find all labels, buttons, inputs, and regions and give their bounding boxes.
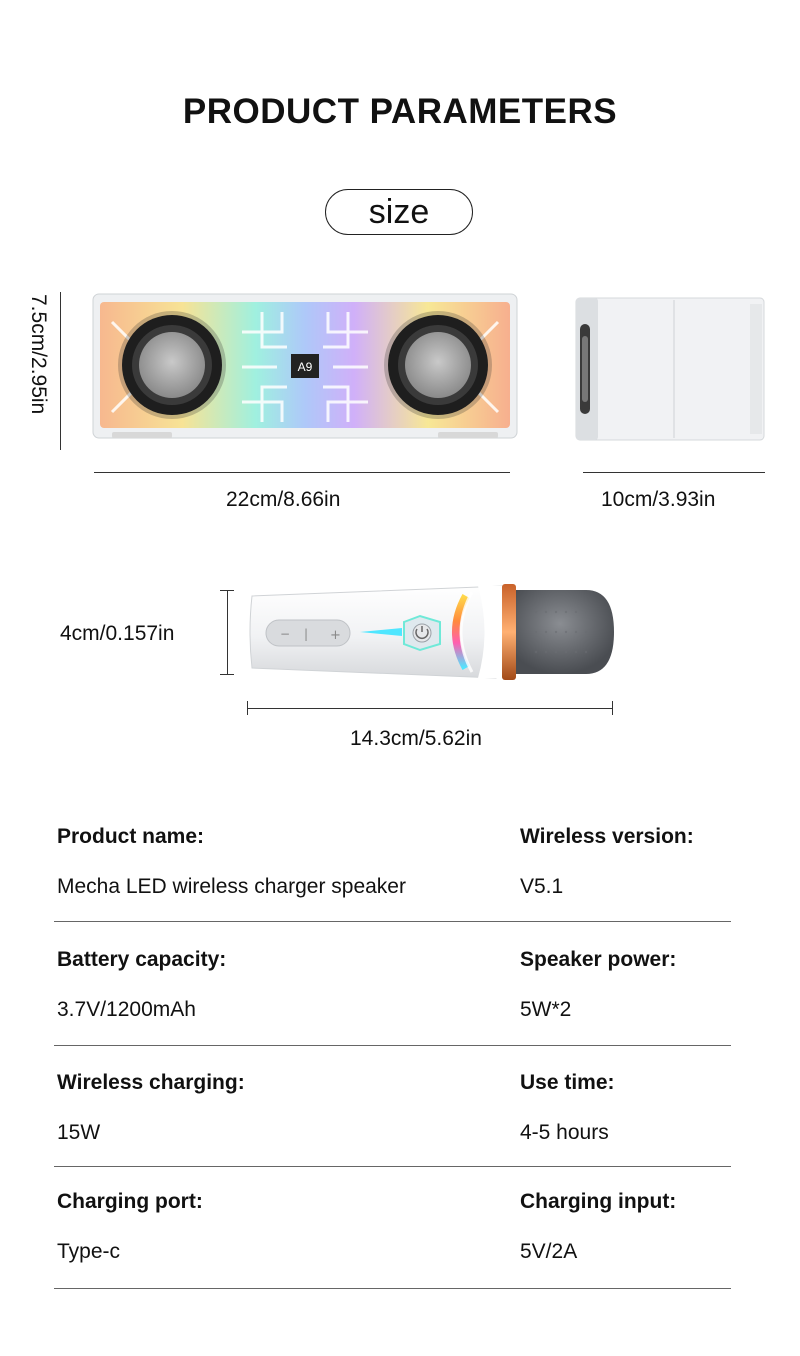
mic-length-label: 14.3cm/5.62in <box>350 727 482 750</box>
mic-length-tick-right <box>612 701 613 715</box>
page-title: PRODUCT PARAMETERS <box>182 92 618 131</box>
spec-wireless-version-value: V5.1 <box>520 875 564 898</box>
spec-use-time-value: 4-5 hours <box>520 1121 609 1144</box>
spec-speaker-power-value: 5W*2 <box>520 998 572 1021</box>
speaker-depth-label: 10cm/3.93in <box>601 488 716 511</box>
spec-divider <box>54 1288 731 1289</box>
speaker-height-line <box>60 292 61 450</box>
mic-length-tick-left <box>247 701 248 715</box>
spec-charging-port-value: Type-c <box>57 1240 121 1263</box>
spec-speaker-power-label: Speaker power: <box>520 948 677 971</box>
spec-charging-input-label: Charging input: <box>520 1190 677 1213</box>
spec-battery-capacity-label: Battery capacity: <box>57 948 227 971</box>
size-section-label: size <box>325 189 473 235</box>
svg-text:+: + <box>330 628 341 643</box>
mic-diameter-tick-bottom <box>220 674 234 675</box>
svg-text:−: − <box>280 627 291 641</box>
spec-product-name-value: Mecha LED wireless charger speaker <box>57 875 406 898</box>
speaker-depth-line <box>583 472 765 473</box>
microphone-image <box>246 582 618 682</box>
spec-wireless-version-label: Wireless version: <box>520 825 694 848</box>
spec-charging-input-value: 5V/2A <box>520 1240 578 1263</box>
speaker-side-image <box>574 296 768 442</box>
spec-divider <box>54 1166 731 1167</box>
mic-diameter-tick-top <box>220 590 234 591</box>
speaker-height-label: 7.5cm/2.95in <box>27 294 50 415</box>
spec-divider <box>54 921 731 922</box>
speaker-width-label: 22cm/8.66in <box>226 488 341 511</box>
speaker-front-image <box>92 292 518 442</box>
spec-use-time-label: Use time: <box>520 1071 615 1094</box>
spec-charging-port-label: Charging port: <box>57 1190 203 1213</box>
mic-diameter-label: 4cm/0.157in <box>60 622 175 645</box>
speaker-badge: A9 <box>297 360 313 374</box>
speaker-width-line <box>94 472 510 473</box>
mic-length-line <box>247 708 613 709</box>
spec-product-name-label: Product name: <box>57 825 205 848</box>
mic-diameter-line <box>227 590 228 675</box>
spec-divider <box>54 1045 731 1046</box>
spec-wireless-charging-value: 15W <box>57 1121 101 1144</box>
spec-battery-capacity-value: 3.7V/1200mAh <box>57 998 196 1021</box>
spec-wireless-charging-label: Wireless charging: <box>57 1071 245 1094</box>
svg-text:|: | <box>304 627 309 641</box>
